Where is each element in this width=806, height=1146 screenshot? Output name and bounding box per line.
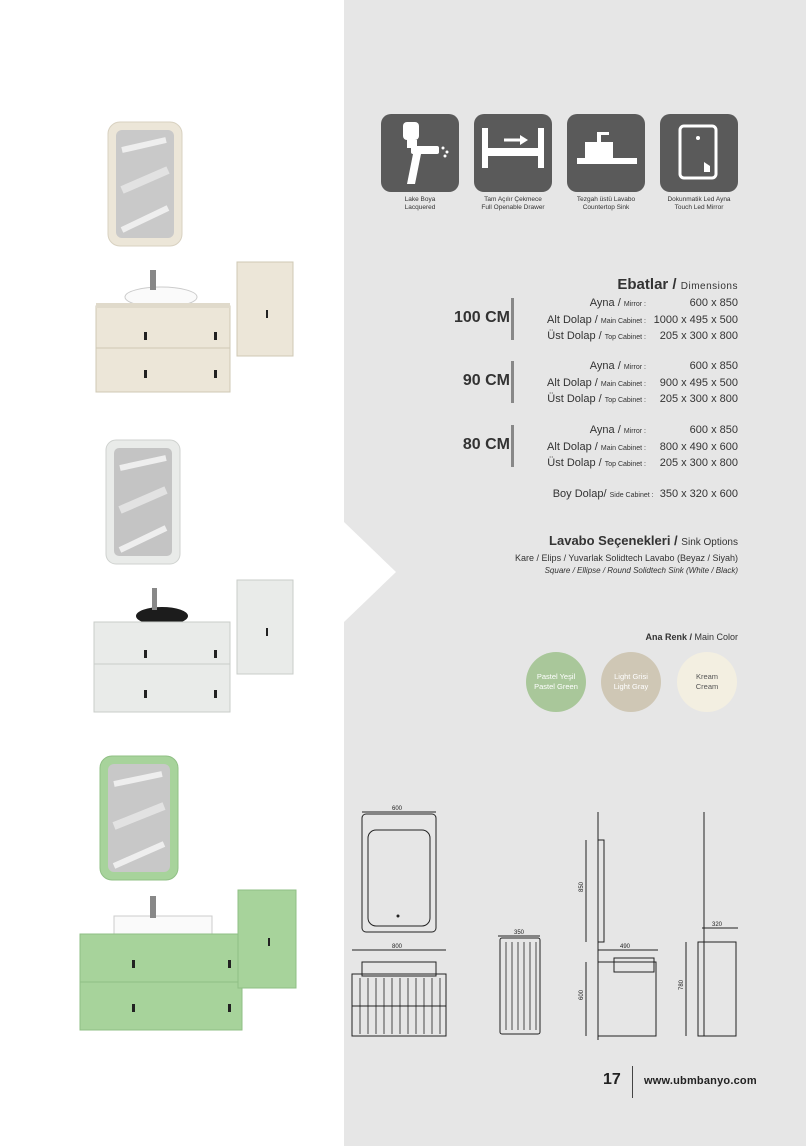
feature-tr: Tezgah üstü Lavabo bbox=[576, 196, 636, 203]
row-value: 600 x 850 bbox=[689, 424, 738, 436]
technical-drawing bbox=[340, 800, 760, 1050]
size-divider bbox=[511, 425, 514, 467]
feature-countertop-sink bbox=[567, 114, 645, 212]
feature-tr: Dokunmatik Led Ayna bbox=[667, 196, 731, 203]
color-swatch-cream bbox=[677, 652, 737, 712]
size-100: 100 CM bbox=[453, 309, 510, 326]
spray-gun-icon bbox=[381, 114, 459, 192]
side-cabinet-row bbox=[553, 488, 738, 500]
color-swatch-green bbox=[526, 652, 586, 712]
row-value: 205 x 300 x 800 bbox=[659, 457, 738, 469]
row-label-en: Mirror : bbox=[623, 364, 646, 371]
color-swatch-gray bbox=[601, 652, 661, 712]
row-value: 600 x 850 bbox=[689, 360, 738, 372]
side-value: 350 x 320 x 600 bbox=[659, 488, 738, 500]
row-value: 900 x 495 x 500 bbox=[659, 376, 738, 389]
feature-en: Countertop Sink bbox=[582, 204, 630, 211]
row-label-en: Mirror : bbox=[623, 428, 646, 435]
row-value: 800 x 490 x 600 bbox=[659, 440, 738, 453]
row-value: 600 x 850 bbox=[689, 297, 738, 309]
dim-cabinet-width: 800 bbox=[392, 944, 403, 950]
feature-drawer bbox=[474, 114, 552, 212]
swatch-label-en: Pastel Green bbox=[534, 682, 578, 691]
size-divider bbox=[511, 361, 514, 403]
row-label-tr: Üst Dolap / bbox=[547, 393, 602, 405]
dim-cabinet-height: 600 bbox=[579, 989, 585, 1000]
sink-options-title bbox=[549, 533, 738, 548]
row-label-en: Top Cabinet : bbox=[604, 334, 646, 341]
row-value: 205 x 300 x 800 bbox=[659, 330, 738, 342]
sink-title-tr: Lavabo Seçenekleri / bbox=[549, 533, 678, 548]
dimensions-title-en: Dimensions bbox=[680, 281, 738, 292]
feature-touch-mirror bbox=[660, 114, 738, 212]
dimension-rows-90 bbox=[516, 359, 738, 409]
dimension-rows-100 bbox=[516, 296, 738, 346]
sink-title-en: Sink Options bbox=[681, 537, 738, 548]
touch-mirror-icon bbox=[660, 114, 738, 192]
sink-description-en: Square / Ellipse / Round Solidtech Sink (White / Black) bbox=[544, 566, 738, 575]
row-label-tr: Üst Dolap / bbox=[547, 457, 602, 469]
size-divider bbox=[511, 298, 514, 340]
product-green bbox=[76, 754, 306, 1044]
side-label-en: Side Cabinet : bbox=[609, 492, 654, 499]
row-label-tr: Alt Dolap / bbox=[547, 440, 598, 453]
dim-side-depth: 320 bbox=[712, 922, 723, 928]
swatch-label-en: Light Gray bbox=[613, 682, 649, 691]
footer-divider bbox=[632, 1066, 633, 1098]
row-label-tr: Alt Dolap / bbox=[547, 376, 598, 389]
size-80: 80 CM bbox=[462, 436, 510, 453]
product-gray bbox=[86, 438, 306, 718]
row-label-tr: Ayna / bbox=[589, 297, 621, 309]
size-90: 90 CM bbox=[462, 372, 510, 389]
row-label-tr: Ayna / bbox=[589, 360, 621, 372]
row-label-en: Top Cabinet : bbox=[604, 397, 646, 404]
dim-mirror-height: 850 bbox=[579, 881, 585, 892]
swatch-label-tr: Light Grisi bbox=[614, 672, 648, 681]
color-title-en: Main Color bbox=[694, 632, 738, 642]
row-label-en: Main Cabinet : bbox=[600, 380, 646, 388]
color-title-tr: Ana Renk / bbox=[645, 632, 692, 642]
feature-lacquered bbox=[381, 114, 459, 212]
feature-tr: Tam Açılır Çekmece bbox=[484, 196, 542, 203]
dim-side-height: 780 bbox=[679, 979, 685, 990]
feature-tr: Lake Boya bbox=[404, 196, 436, 203]
sink-description-tr: Kare / Elips / Yuvarlak Solidtech Lavabo (Beyaz / Siyah) bbox=[515, 553, 738, 563]
row-label-tr: Ayna / bbox=[589, 424, 621, 436]
side-label-tr: Boy Dolap/ bbox=[552, 488, 607, 500]
dim-depth: 490 bbox=[620, 944, 631, 950]
row-label-tr: Alt Dolap / bbox=[547, 313, 598, 326]
row-label-en: Top Cabinet : bbox=[604, 461, 646, 468]
website-link[interactable]: www.ubmbanyo.com bbox=[644, 1075, 757, 1087]
drawer-icon bbox=[474, 114, 552, 192]
feature-en: Full Openable Drawer bbox=[481, 204, 545, 211]
dimension-rows-80 bbox=[516, 423, 738, 473]
countertop-sink-icon bbox=[567, 114, 645, 192]
dimensions-title-tr: Ebatlar / bbox=[617, 276, 677, 293]
row-label-tr: Üst Dolap / bbox=[547, 330, 602, 342]
swatch-label-tr: Kream bbox=[695, 672, 719, 681]
page-number: 17 bbox=[603, 1071, 621, 1088]
swatch-label-en: Cream bbox=[695, 682, 719, 691]
dimensions-title bbox=[617, 276, 738, 293]
row-value: 205 x 300 x 800 bbox=[659, 393, 738, 405]
feature-en: Touch Led Mirror bbox=[674, 204, 724, 211]
swatch-label-tr: Pastel Yeşil bbox=[536, 672, 576, 681]
section-arrow bbox=[344, 522, 396, 622]
dim-mirror-width: 600 bbox=[392, 806, 403, 812]
main-color-title bbox=[645, 632, 738, 642]
row-label-en: Main Cabinet : bbox=[600, 444, 646, 452]
row-value: 1000 x 495 x 500 bbox=[653, 313, 738, 326]
dim-side-width: 350 bbox=[514, 930, 525, 936]
row-label-en: Main Cabinet : bbox=[600, 317, 646, 325]
row-label-en: Mirror : bbox=[623, 301, 646, 308]
product-cream bbox=[86, 120, 306, 400]
feature-en: Lacquered bbox=[404, 204, 436, 211]
